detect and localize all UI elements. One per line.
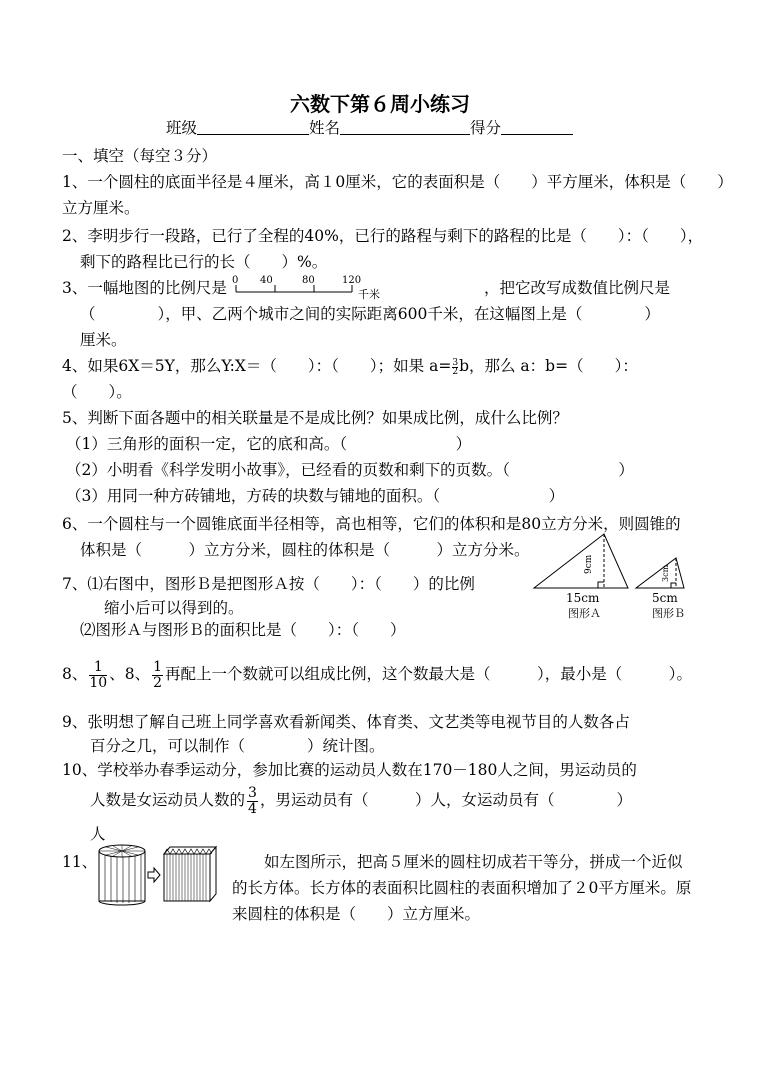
q10-line2 [90,780,632,820]
q4-line1 [62,356,638,376]
q2-line1: 2、李明步行一段路，已行了全程的40%，已行的路程与剩下的路程的比是（ ）：（ ）， [62,227,704,245]
q5-sub2: （2）小明看《科学发明小故事》，已经看的页数和剩下的页数。（ ） [66,461,634,479]
class-blank[interactable] [197,118,309,135]
q8-line [62,654,692,694]
q8-text-a: 8、 [62,665,88,683]
q8-fraction-2-numerator: 1 [153,658,162,675]
q11-number: 11、 [62,853,98,871]
q3-line1-a: 3、一幅地图的比例尺是 [62,279,227,297]
q8-fraction-1-denominator: 10 [89,674,108,691]
name-blank[interactable] [340,118,470,135]
q6-line1: 6、一个圆柱与一个圆锥底面半径相等，高也相等，它们的体积和是80立方分米，则圆锥的 [62,515,681,533]
cuboid-icon [164,847,216,901]
q10-line1: 10、学校举办春季运动分，参加比赛的运动员人数在170－180人之间，男运动员的 [62,761,637,779]
q10-line3: 人 [90,825,106,843]
q7-line2: 缩小后可以得到的。 [104,599,244,617]
q8-text-c: 再配上一个数就可以组成比例，这个数最大是（ ），最小是（ ）。 [165,665,693,683]
q8-fraction-2-denominator: 2 [153,674,162,691]
class-label: 班级 [166,119,198,137]
q1-line1: 1、一个圆柱的底面半径是４厘米，高１0厘米，它的表面积是（ ）平方厘米，体积是（ ） [62,173,733,191]
q10-text-b: ，男运动员有（ ）人，女运动员有（ ） [259,791,632,809]
q8-fraction-1-numerator: 1 [89,660,107,676]
q10-fraction [247,786,258,817]
q11-line2: 的长方体。长方体的表面积比圆柱的表面积增加了２0平方厘米。原 [232,879,692,897]
figure-b-base: 5cm [652,591,678,605]
q10-text-a: 人数是女运动员人数的 [90,791,246,809]
section-heading: 一、填空（每空３分） [62,147,218,165]
figure-b-height: 3cm [661,564,670,582]
q4-fraction-denominator: 2 [452,366,459,377]
name-label: 姓名 [309,119,341,137]
figure-a-height: 9cm [584,554,594,574]
scale-tick-120: 120 [342,275,362,286]
scale-tick-40: 40 [260,275,273,286]
triangle-figures [528,530,708,625]
q4-fraction-numerator: 3 [452,357,459,368]
q8-fraction-1 [89,660,107,691]
q4-line2: （ ）。 [62,383,132,401]
q4-text-b: b，那么 a：b=（ ）： [459,357,638,375]
q6-line2: 体积是（ ）立方分米，圆柱的体积是（ ）立方分米。 [80,541,530,559]
q8-text-b: 、8、 [109,665,151,683]
figure-a-base: 15cm [566,591,600,605]
scale-unit: 千米 [358,288,380,301]
page-title: 六数下第６周小练习 [290,92,470,116]
q5-sub1: （1）三角形的面积一定，它的底和高。（ ） [66,435,472,453]
q10-fraction-numerator: 3 [248,784,257,801]
q3-line1-b: ，把它改写成数值比例尺是 [484,279,671,297]
q3-line2: （ ），甲、乙两个城市之间的实际距离600千米，在这幅图上是（ ） [80,305,660,323]
q10-fraction-denominator: 4 [248,800,257,817]
header-info-line [166,118,573,138]
q7-line3: ⑵图形Ａ与图形Ｂ的面积比是（ ）：（ ） [80,621,406,639]
q1-line2: 立方厘米。 [62,199,140,217]
triangle-b [636,558,684,588]
score-blank[interactable] [501,118,573,135]
triangle-a [534,534,628,588]
figure-b-label: 图形Ｂ [652,607,685,620]
q3-line3: 厘米。 [80,331,127,349]
scale-tick-0: 0 [232,275,239,286]
scale-tick-80: 80 [302,275,315,286]
q7-line1: 7、⑴右图中，图形Ｂ是把图形Ａ按（ ）：（ ）的比例 [62,575,475,593]
q5-sub3: （3）用同一种方砖铺地，方砖的块数与铺地的面积。（ ） [66,487,565,505]
cylinder-icon [99,845,145,905]
cylinder-to-cuboid-figure [96,842,220,906]
q4-text-a: 4、如果6X＝5Y，那么Y:X＝（ ）：（ ）；如果 a= [62,357,452,375]
q11-line1: 如左图所示，把高５厘米的圆柱切成若干等分，拼成一个近似 [264,853,683,871]
score-label: 得分 [470,119,502,137]
q2-line2: 剩下的路程比已行的长（ ）%。 [80,253,328,271]
q4-fraction [452,359,458,376]
q9-line2: 百分之几，可以制作（ ）统计图。 [90,737,385,755]
scale-bar [228,272,392,304]
figure-a-label: 图形Ａ [568,607,601,620]
q11-line3: 来圆柱的体积是（ ）立方厘米。 [232,905,481,923]
arrow-icon [148,868,160,882]
q5-line1: 5、判断下面各题中的相关联量是不是成比例？如果成比例，成什么比例？ [62,409,568,427]
q9-line1: 9、张明想了解自己班上同学喜欢看新闻类、体育类、文艺类等电视节目的人数各占 [62,713,630,731]
q8-fraction-2 [152,660,163,691]
